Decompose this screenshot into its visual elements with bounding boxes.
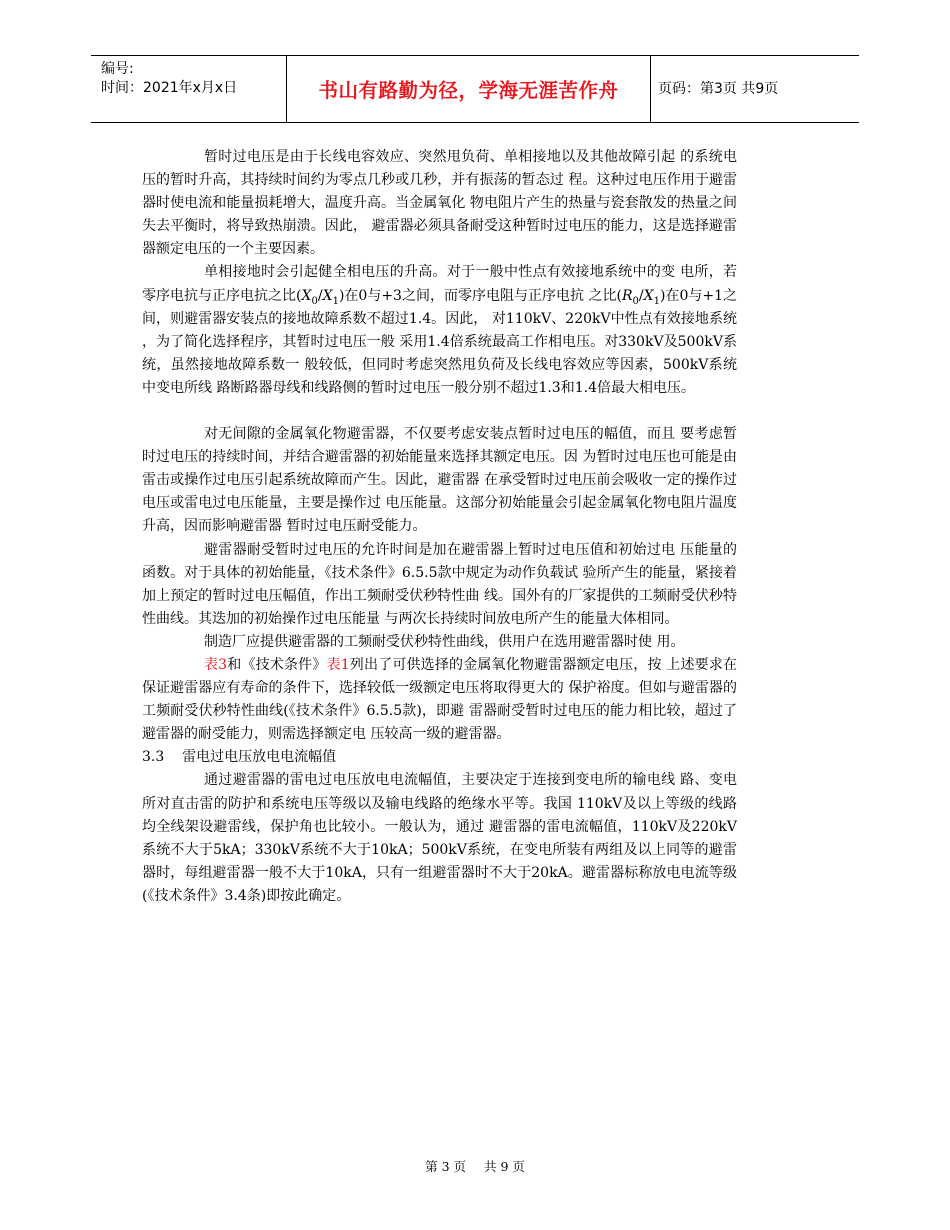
header-divider-right <box>650 56 651 122</box>
page-footer <box>0 1157 950 1175</box>
paragraph-rated-voltage-tables <box>142 654 737 746</box>
header-bottom-rule <box>91 122 859 123</box>
paragraph-text: )在0与+3之间，而零序电阻与正序电抗 之比( <box>338 287 622 304</box>
paragraph-gapless-arrester: 对无间隙的金属氧化物避雷器，不仅要考虑安装点暂时过电压的幅值，而且 要考虑暂时过电压的持续时间，并结合避雷器的初始能量来选择其额定电压。因 为暂时过电压也可能是由雷击或操作过电压引起系统故障而产生。因此，避雷器 在承受暂时过电压前会吸收一定的操作过电压或雷电过电压能量，主要是操作过 电压能量。这部分初始能量会引起金属氧化物电阻片温度升高，因而影响避雷器 暂时过电压耐受能力。 <box>142 426 737 535</box>
footer-page-number: 第 3 页 <box>425 1159 466 1174</box>
paragraph-text: 和《技术条件》 <box>227 656 327 673</box>
paragraph-single-phase-ground <box>142 261 737 400</box>
document-date: 时间：2021年x月x日 <box>101 80 238 96</box>
paragraph-manufacturer-curve: 制造厂应提供避雷器的工频耐受伏秒特性曲线，供用户在选用避雷器时使 用。 <box>204 633 685 650</box>
symbol-x: X <box>643 287 654 304</box>
document-number-label: 编号: <box>101 61 134 77</box>
header-page-info: 页码：第3页 共9页 <box>658 81 779 97</box>
section-heading: 3.3 雷电过电压放电电流幅值 <box>142 749 337 766</box>
footer-total-pages: 共 9 页 <box>484 1159 525 1174</box>
paragraph-text: 列出了可供选择的金属氧化物避雷器额定电压，按 上述要求在保证避雷器应有寿命的条件下，选择较低一级额定电压将取得更大的 保护裕度。但如与避雷器的工频耐受伏秒特性曲线(《技术条件》6.5.5款)，即避 雷器耐受暂时过电压的能力相比较，超过了避雷器的耐受能力，则需选择额定电 压较高一级的避雷器。 <box>142 656 737 743</box>
symbol-x: X <box>301 287 312 304</box>
symbol-r: R <box>621 287 633 304</box>
subscript: 0 <box>311 295 318 307</box>
paragraph-lightning-current: 通过避雷器的雷电过电压放电电流幅值，主要决定于连接到变电所的输电线 路、变电所对直击雷的防护和系统电压等级以及输电线路的绝缘水平等。我国 110kV及以上等级的线路均全线架设避雷线，保护角也比较小。一般认为，通过 避雷器的雷电流幅值，110kV及220kV系统不大于5kA；330kV系统不大于10kA；500kV系统，在变电所装有两组及以上同等的避雷器时，每组避雷器一般不大于10kA，只有一组避雷器时不大于20kA。避雷器标称放电电流等级(《技术条件》3.4条)即按此确定。 <box>142 772 737 904</box>
symbol-x: X <box>322 287 333 304</box>
header-motto: 书山有路勤为径，学海无涯苦作舟 <box>318 79 619 102</box>
paragraph-text: )在0与+1之间，则避雷器安装点的接地故障系数不超过1.4。因此， 对110kV、220kV中性点有效接地系统，为了简化选择程序，其暂时过电压一般 采用1.4倍系统最高工作相电压。对330kV及500kV系统，虽然接地故障系数一 般较低，但同时考虑突然甩负荷及长线电容效应等因素，500kV系统中变电所线 路断路器母线和线路侧的暂时过电压一般分别不超过1.3和1.4倍最大相电压。 <box>142 287 738 396</box>
paragraph-temporary-overvoltage: 暂时过电压是由于长线电容效应、突然甩负荷、单相接地以及其他故障引起 的系统电压的暂时升高，其持续时间约为零点几秒或几秒，并有振荡的暂态过 程。这种过电压作用于避雷器时使电流和能量损耗增大，温度升高。当金属氧化 物电阻片产生的热量与瓷套散发的热量之间失去平衡时，将导致热崩溃。因此， 避雷器必须具备耐受这种暂时过电压的能力，这是选择避雷器额定电压的一个主要因素。 <box>142 149 737 258</box>
table-3-link[interactable]: 表3 <box>204 656 228 673</box>
slash: / <box>638 287 644 304</box>
subscript: 1 <box>332 295 339 307</box>
paragraph-text: 单相接地时会引起健全相电压的升高。对于一般中性点有效接地系统中的变 电所，若零序电抗与正序电抗之比( <box>142 264 737 304</box>
header-meta <box>101 60 237 98</box>
table-1-link[interactable]: 表1 <box>326 656 350 673</box>
slash: / <box>317 287 323 304</box>
subscript: 0 <box>632 295 639 307</box>
document-body <box>142 146 737 908</box>
paragraph-allowable-time: 避雷器耐受暂时过电压的允许时间是加在避雷器上暂时过电压值和初始过电 压能量的函数。对于具体的初始能量，《技术条件》6.5.5款中规定为动作负载试 验所产生的能量，紧接着加上预定的暂时过电压幅值，作出工频耐受伏秒特性曲 线。国外有的厂家提供的工频耐受伏秒特性曲线。其迭加的初始操作过电压能量 与两次长持续时间放电所产生的能量大体相同。 <box>142 541 737 627</box>
subscript: 1 <box>653 295 660 307</box>
